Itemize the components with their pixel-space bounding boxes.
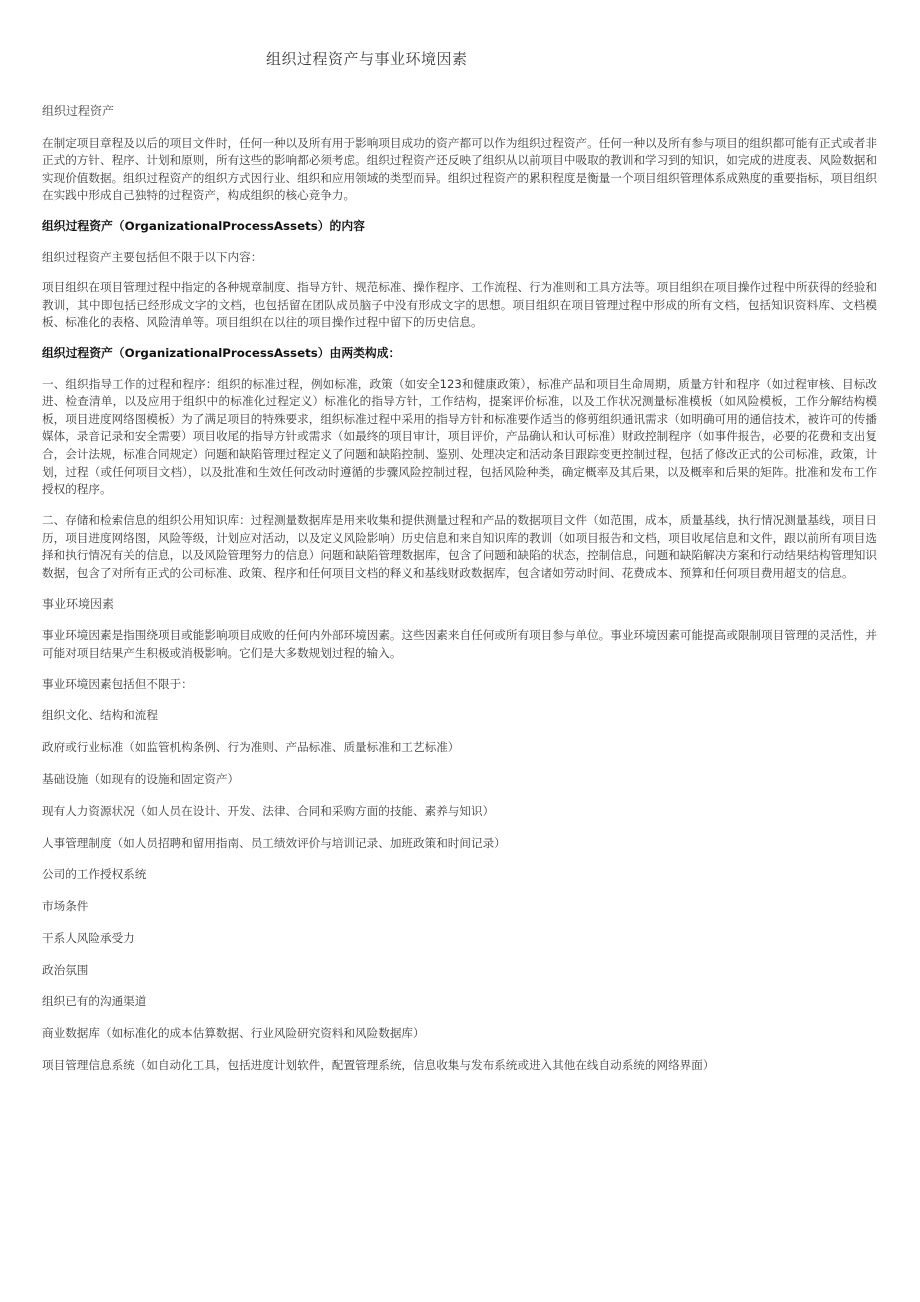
paragraph-opa-intro: 在制定项目章程及以后的项目文件时，任何一种以及所有用于影响项目成功的资产都可以作为组织过程资产。任何一种以及所有参与项目的组织都可能有正式或者非正式的方针、程序、计划和原则，所有这些的影响都必须考虑。组织过程资产还反映了组织从以前项目中吸取的教训和学习到的知识，如完成的进度表、风险数据和实现价值数据。组织过程资产的组织方式因行业、组织和应用领域的类型而异。组织过程资产的累积程度是衡量一个项目组织管理体系成熟度的重要指标，项目组织在实践中形成自己独特的过程资产，构成组织的核心竞争力。 (42, 135, 877, 203)
document-title: 组织过程资产与事业环境因素 (266, 50, 468, 68)
paragraph-opa-type-2: 二、存储和检索信息的组织公用知识库：过程测量数据库是用来收集和提供测量过程和产品的数据项目文件（如范围，成本，质量基线，执行情况测量基线，项目日历，项目进度网络图，风险等级，计划应对活动，以及定义风险影响）历史信息和来自知识库的教训（如项目报告和文档，项目收尾信息和文件，跟以前所有项目选择和执行情况有关的信息，以及风险管理努力的信息）问题和缺陷管理数据库，包含了问题和缺陷的状态，控制信息，问题和缺陷解决方案和行动结果结构管理知识数据，包含了对所有正式的公司标准、政策、程序和任何项目文档的释义和基线财政数据库，包含诸如劳动时间、花费成本、预算和任何项目费用超支的信息。 (42, 513, 877, 580)
list-item: 市场条件 (42, 899, 89, 914)
list-item: 项目管理信息系统（如自动化工具，包括进度计划软件，配置管理系统，信息收集与发布系统或进入其他在线自动系统的网络界面） (42, 1058, 715, 1072)
list-item: 公司的工作授权系统 (42, 867, 147, 882)
document-body (42, 103, 877, 1089)
list-item: 政治氛围 (42, 962, 89, 977)
list-item: 现有人力资源状况（如人员在设计、开发、法律、合同和采购方面的技能、素养与知识） (42, 803, 495, 818)
list-item: 人事管理制度（如人员招聘和留用指南、员工绩效评价与培训记录、加班政策和时间记录） (42, 835, 506, 850)
subheading-opa-types: 组织过程资产（OrganizationalProcessAssets）由两类构成： (42, 345, 401, 360)
list-item: 政府或行业标准（如监管机构条例、行为准则、产品标准、质量标准和工艺标准） (42, 740, 460, 755)
list-item: 组织文化、结构和流程 (42, 708, 158, 723)
paragraph-opa-type-1: 一、组织指导工作的过程和程序：组织的标准过程，例如标准，政策（如安全123和健康政策），标准产品和项目生命周期，质量方针和程序（如过程审核、目标改进、检查清单，以及应用于组织中的标准化过程定义）标准化的指导方针，工作结构，提案评价标准，以及工作状况测量标准模板（如风险模板，工作分解结构模板，项目进度网络图模板）为了满足项目的特殊要求，组织标准过程中采用的指导方针和标准要作适当的修剪组织通讯需求（如明确可用的通信技术，被许可的传播媒体，录音记录和安全需要）项目收尾的指导方针或需求（如最终的项目审计，项目评价，产品确认和认可标准）财政控制程序（如事件报告，必要的花费和支出复合，会计法规，标准合同规定）问题和缺陷管理过程定义了问题和缺陷控制、鉴别、处理决定和活动条目跟踪变更控制过程，包括了修改正式的公司标准，政策，计划，过程（或任何项目文档），以及批准和生效任何改动时遵循的步骤风险控制过程，包括风险种类，确定概率及其后果，以及概率和后果的矩阵。批准和发布工作授权的程序。 (42, 376, 877, 497)
list-item: 基础设施（如现有的设施和固定资产） (42, 771, 240, 786)
section-heading-opa: 组织过程资产 (42, 104, 115, 118)
subheading-opa-content: 组织过程资产（OrganizationalProcessAssets）的内容 (42, 218, 365, 233)
list-item: 组织已有的沟通渠道 (42, 994, 147, 1009)
paragraph-eef-intro: 事业环境因素是指围绕项目或能影响项目成败的任何内外部环境因素。这些因素来自任何或所有项目参与单位。事业环境因素可能提高或限制项目管理的灵活性，并可能对项目结果产生积极或消极影响。它们是大多数规划过程的输入。 (42, 628, 877, 661)
list-item: 商业数据库（如标准化的成本估算数据、行业风险研究资料和风险数据库） (42, 1026, 425, 1041)
list-item: 干系人风险承受力 (42, 930, 135, 945)
paragraph-opa-content-lead: 组织过程资产主要包括但不限于以下内容： (42, 249, 263, 264)
paragraph-eef-lead: 事业环境因素包括但不限于： (42, 676, 193, 691)
paragraph-opa-content-body: 项目组织在项目管理过程中指定的各种规章制度、指导方针、规范标准、操作程序、工作流程、行为准则和工具方法等。项目组织在项目操作过程中所获得的经验和教训，其中即包括已经形成文字的文档，也包括留在团队成员脑子中没有形成文字的思想。项目组织在项目管理过程中形成的所有文档，包括知识资料库、文档模板、标准化的表格、风险清单等。项目组织在以往的项目操作过程中留下的历史信息。 (42, 280, 877, 330)
section-heading-eef: 事业环境因素 (42, 596, 115, 611)
